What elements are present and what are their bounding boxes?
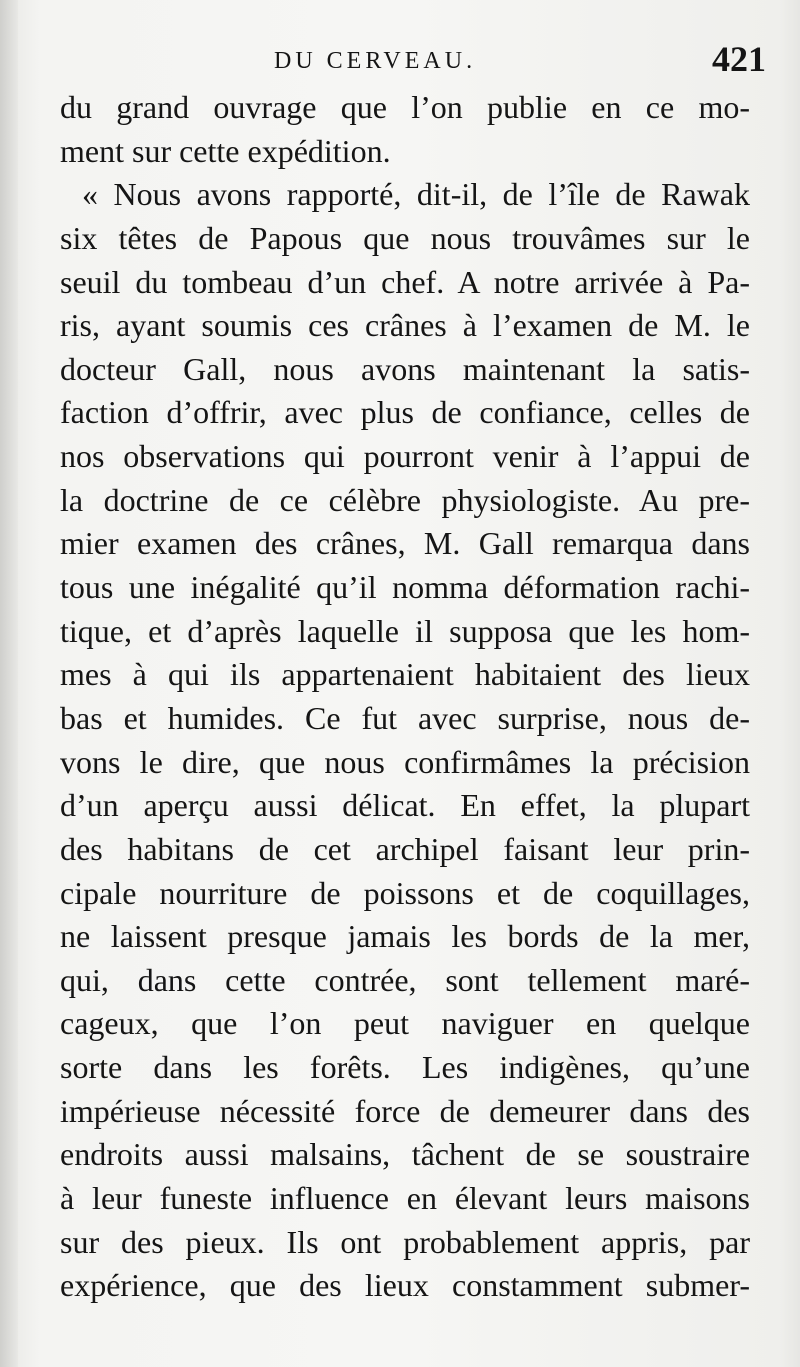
text-line: cageux, que l’on peut naviguer en quelque bbox=[60, 1005, 750, 1042]
text-line: six têtes de Papous que nous trouvâmes sur le bbox=[60, 219, 750, 256]
text-line: du grand ouvrage que l’on publie en ce mo- bbox=[60, 89, 750, 125]
text-line: bas et humides. Ce fut avec surprise, nous de- bbox=[60, 699, 750, 736]
text-line: nos observations qui pourront venir à l’appui de bbox=[60, 438, 750, 475]
text-line: vons le dire, que nous confirmâmes la précision bbox=[60, 743, 750, 780]
text-line: endroits aussi malsains, tâchent de se soustraire bbox=[60, 1136, 750, 1173]
body-text bbox=[60, 86, 750, 1308]
text-line: tique, et d’après laquelle il supposa que les hom- bbox=[60, 612, 750, 649]
page-number: 421 bbox=[712, 39, 766, 79]
text-line: ris, ayant soumis ces crânes à l’examen de M. le bbox=[60, 307, 750, 344]
text-line: « Nous avons rapporté, dit-il, de l’île de Rawak bbox=[82, 176, 750, 213]
text-line: sorte dans les forêts. Les indigènes, qu’une bbox=[60, 1049, 750, 1086]
text-line: seuil du tombeau d’un chef. A notre arrivée à Pa- bbox=[60, 263, 750, 300]
text-line: docteur Gall, nous avons maintenant la satis- bbox=[60, 350, 750, 387]
page-header bbox=[60, 38, 766, 88]
text-line: tous une inégalité qu’il nomma déformation rachi- bbox=[60, 569, 750, 606]
text-line: impérieuse nécessité force de demeurer dans des bbox=[60, 1092, 750, 1129]
text-line: cipale nourriture de poissons et de coquillages, bbox=[60, 874, 750, 911]
text-line: des habitans de cet archipel faisant leur prin- bbox=[60, 830, 750, 867]
text-line: sur des pieux. Ils ont probablement appris, par bbox=[60, 1223, 750, 1260]
running-head: DU CERVEAU. bbox=[274, 48, 477, 74]
text-line: ne laissent presque jamais les bords de la mer, bbox=[60, 918, 750, 955]
text-line: ment sur cette expédition. bbox=[60, 132, 391, 169]
text-line: mier examen des crânes, M. Gall remarqua dans bbox=[60, 525, 750, 562]
text-line: qui, dans cette contrée, sont tellement maré- bbox=[60, 961, 750, 998]
page-binding-shadow bbox=[0, 0, 18, 1367]
text-line: d’un aperçu aussi délicat. En effet, la plupart bbox=[60, 787, 750, 824]
text-line: faction d’offrir, avec plus de confiance, celles de bbox=[60, 394, 750, 431]
text-line: la doctrine de ce célèbre physiologiste. Au pre- bbox=[60, 481, 750, 518]
text-line: mes à qui ils appartenaient habitaient des lieux bbox=[60, 656, 750, 693]
text-line: à leur funeste influence en élevant leurs maisons bbox=[60, 1180, 750, 1217]
text-line: expérience, que des lieux constamment submer- bbox=[60, 1267, 750, 1304]
